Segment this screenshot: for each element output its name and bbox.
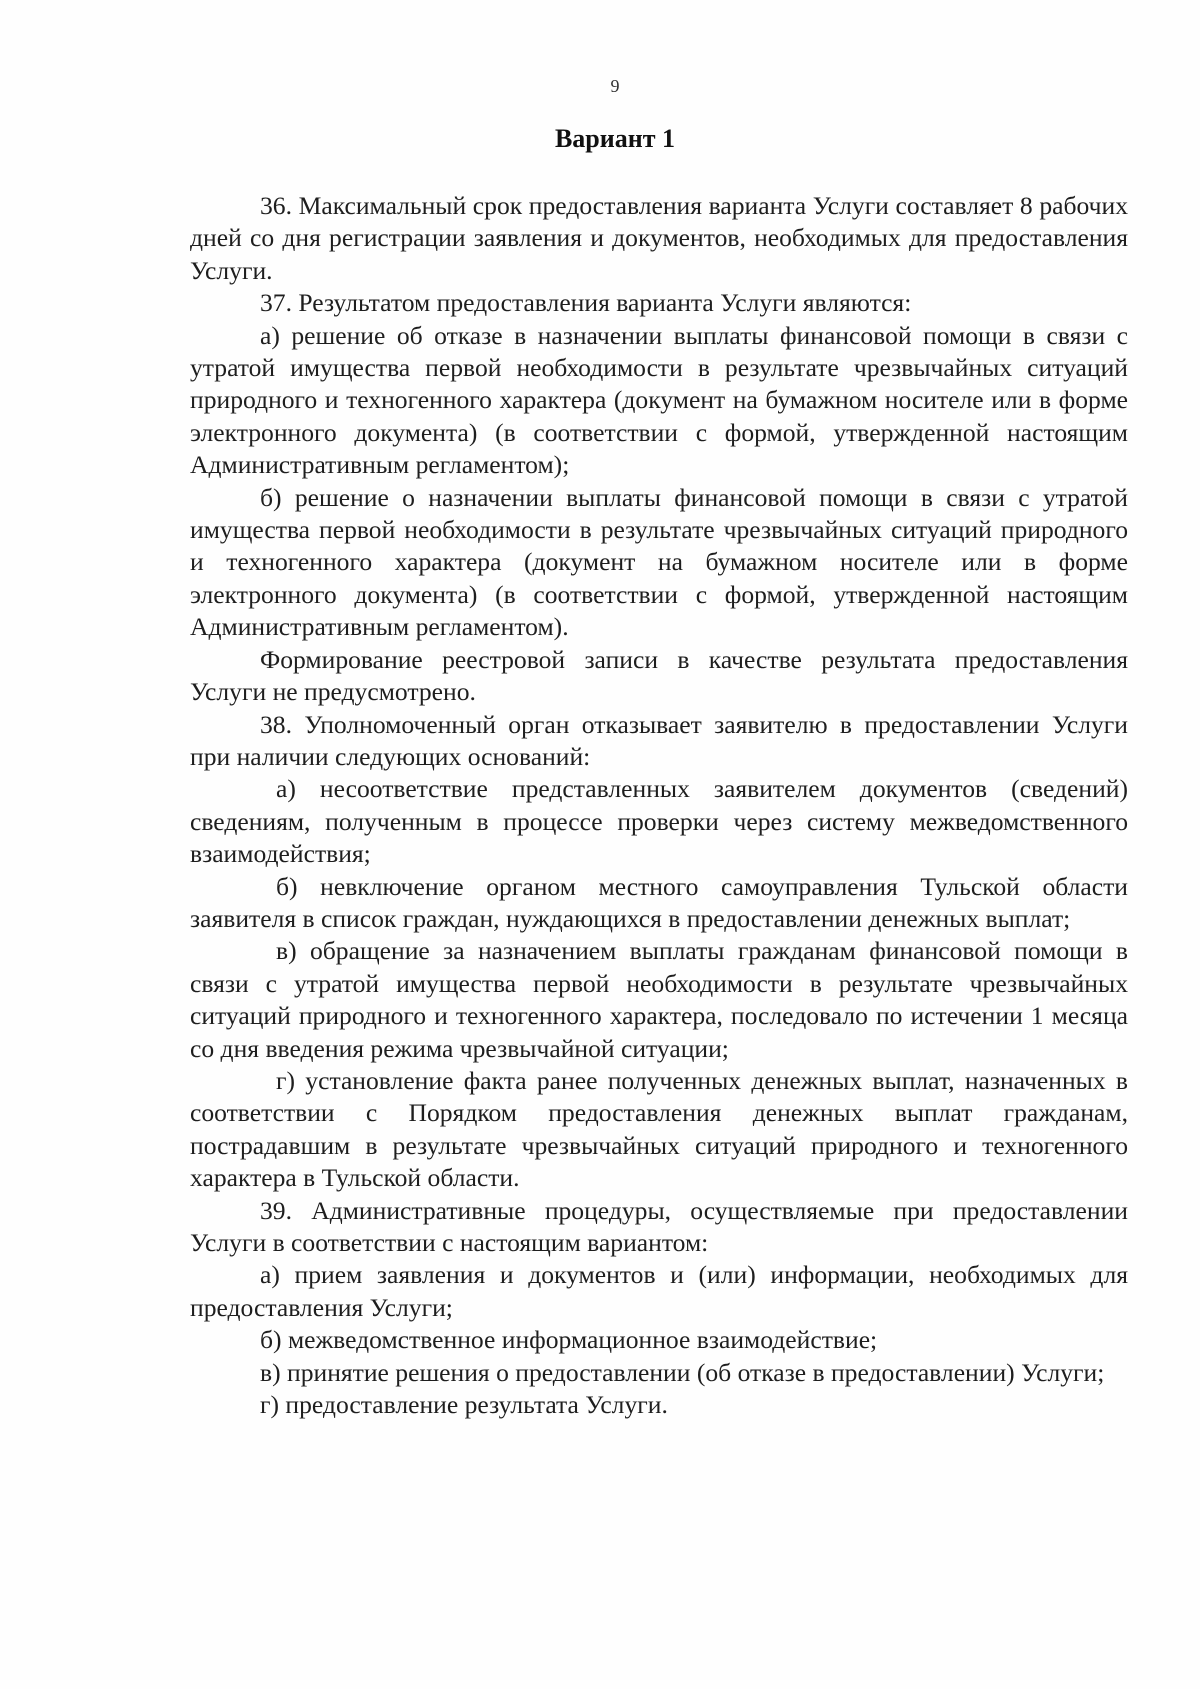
page-number: 9 (610, 76, 620, 96)
paragraph-38-g: г) установление факта ранее полученных денежных выплат, назначенных в соответствии с Порядком предоставления денежных выплат гражданам, пострадавшим в результате чрезвычайных ситуаций природного и техногенного характера в Тульской области. (190, 1065, 1128, 1193)
paragraph-38: 38. Уполномоченный орган отказывает заявителю в предоставлении Услуги при наличии следующих оснований: (190, 709, 1128, 771)
paragraph-registry-note: Формирование реестровой записи в качестве результата предоставления Услуги не предусмотрено. (190, 644, 1128, 707)
paragraph-37-a: а) решение об отказе в назначении выплаты финансовой помощи в связи с утратой имущества первой необходимости в результате чрезвычайных ситуаций природного и техногенного характера (документ на бумажном носителе или в форме электронного документа) (в соответствии с формой, утвержденной настоящим Административным регламентом); (190, 320, 1128, 480)
paragraph-36: 36. Максимальный срок предоставления варианта Услуги составляет 8 рабочих дней со дня регистрации заявления и документов, необходимых для предоставления Услуги. (190, 191, 1128, 285)
document-body (190, 190, 1128, 1421)
paragraph-39-v: в) принятие решения о предоставлении (об отказе в предоставлении) Услуги; (260, 1357, 1105, 1387)
paragraph-39-a: а) прием заявления и документов и (или) информации, необходимых для предоставления Услуги; (190, 1260, 1128, 1322)
paragraph-39: 39. Административные процедуры, осуществляемые при предоставлении Услуги в соответствии с настоящим вариантом: (190, 1195, 1128, 1257)
paragraph-37: 37. Результатом предоставления варианта Услуги являются: (260, 288, 912, 318)
paragraph-39-b: б) межведомственное информационное взаимодействие; (260, 1325, 878, 1355)
paragraph-38-b: б) невключение органом местного самоуправления Тульской области заявителя в список граждан, нуждающихся в предоставлении денежных выплат; (190, 871, 1128, 933)
section-title: Вариант 1 (554, 124, 676, 153)
paragraph-37-b: б) решение о назначении выплаты финансовой помощи в связи с утратой имущества первой необходимости в результате чрезвычайных ситуаций природного и техногенного характера (документ на бумажном носителе или в форме электронного документа) (в соответствии с формой, утвержденной настоящим Административным регламентом). (190, 482, 1128, 642)
paragraph-38-a: а) несоответствие представленных заявителем документов (сведений) сведениям, полученным в процессе проверки через систему межведомственного взаимодействия; (190, 774, 1128, 869)
paragraph-39-g: г) предоставление результата Услуги. (260, 1390, 668, 1420)
paragraph-38-v: в) обращение за назначением выплаты гражданам финансовой помощи в связи с утратой имущества первой необходимости в результате чрезвычайных ситуаций природного и техногенного характера, последовало по истечении 1 месяца со дня введения режима чрезвычайной ситуации; (190, 936, 1128, 1063)
